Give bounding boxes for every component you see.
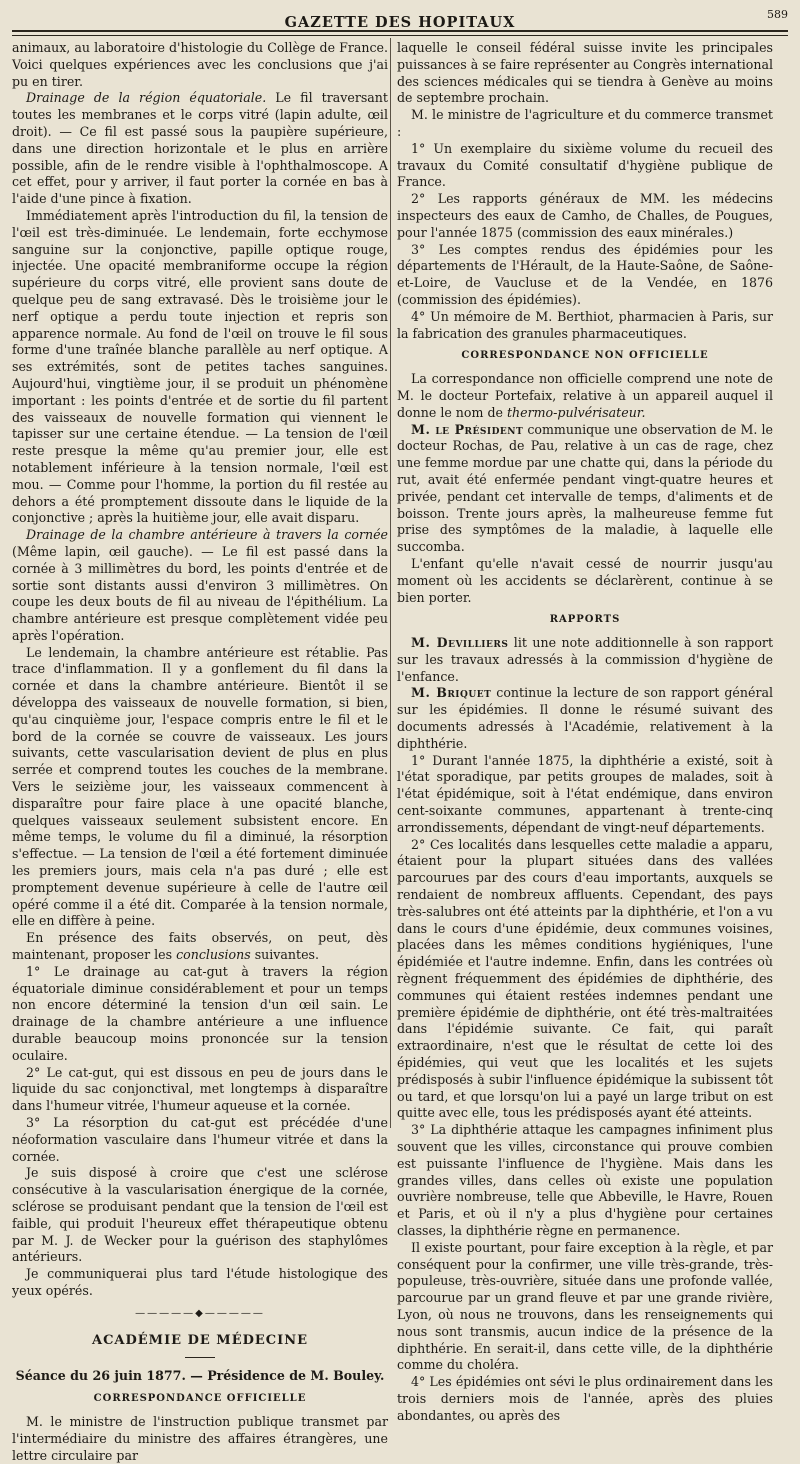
journal-title: GAZETTE DES HOPITAUX [284, 14, 516, 31]
emphasis: thermo-pulvérisateur. [506, 404, 646, 420]
speaker-name: M. Briquet [411, 685, 492, 701]
list-item: 4° Les épidémies ont sévi le plus ordinairement dans les trois derniers mois de l'année, après des pluies abondantes, ou après des [397, 1374, 773, 1423]
paragraph: Je suis disposé à croire que c'est une sclérose consécutive à la vascularisation énergique de la cornée, sclérose se produisant pendant que la tension de l'œil est faible, qui produit l'heureux effet thérapeutique obtenu par M. J. de Wecker pour la guérison des staphylômes antérieurs. [12, 1165, 388, 1265]
ornament-divider: —————◆————— [135, 1307, 265, 1319]
subheading-correspondance-officielle: CORRESPONDANCE OFFICIELLE [93, 1393, 307, 1405]
emphasis: conclusions [176, 947, 251, 963]
section-heading-academie: ACADÉMIE DE MÉDECINE [91, 1332, 308, 1348]
paragraph: M. le ministre de l'instruction publique transmet par l'intermédiaire du ministre des affaires étrangères, une lettre circulaire par [12, 1413, 388, 1463]
list-item: 2° Ces localités dans lesquelles cette maladie a apparu, étaient pour la plupart situées dans des vallées parcourues par des cours d'eau importants, auxquels se rendaient de nombreux affluents. Cependant, des pays très-salubres ont été atteints par la diphthérie, et l'on a vu dans le cours d'une épidémie, deux communes voisines, placées dans les mêmes conditions hygiéniques, l'une épidémiée et l'autre indemne. Enfin, dans les contrées où règnent fréquemment des épidémies de diphthérie, des communes qui étaient restées indemnes pendant une première épidémie de diphthérie, ont été très-maltraitées dans l'épidémie suivante. Ce fait, qui paraît extraordinaire, n'est que le résultat de cette loi des épidémies, qui veut que les localités et les sujets prédisposés à subir l'influence épidémique la subissent tôt ou tard, et que lorsqu'on lui a payé un large tribut on est quitte avec elle, tous les prédisposés ayant été atteints. [397, 836, 773, 1121]
paragraph [12, 527, 388, 645]
speaker-name: M. Devilliers [411, 635, 509, 651]
speaker-name: M. le Président [411, 421, 524, 437]
paragraph: M. le ministre de l'agriculture et du commerce transmet : [397, 107, 773, 139]
subheading-correspondance-non-officielle: CORRESPONDANCE NON OFFICIELLE [461, 350, 709, 362]
header-rule [12, 30, 788, 36]
paragraph-text: lit une note additionnelle à son rapport sur les travaux adressés à la commission d'hygiène de l'enfance. [397, 635, 774, 684]
list-item: 2° Les rapports généraux de MM. les médecins inspecteurs des eaux de Camho, de Challes, de Pougues, pour l'année 1875 (commission des eaux minérales.) [397, 191, 773, 240]
paragraph: Le lendemain, la chambre antérieure est rétablie. Pas trace d'inflammation. Il y a gonflement du fil dans la cornée et dans la chambre antérieure. Bientôt il se développa des vaisseaux de nouvelle formation, si bien, qu'au cinquième jour, l'espace compris entre le fil et le bord de la cornée se couvre de vaisseaux. Les jours suivants, cette vascularisation devient de plus en plus serrée et comprend toutes les couches de la membrane. Vers le seizième jour, les vaisseaux commencent à disparaître pour faire place à une opacité blanche, quelques vaisseaux seulement subsistent encore. En même temps, le volume du fil a diminué, la résorption s'effectue. — La tension de l'œil a été fortement diminuée les premiers jours, mais cela n'a pas duré ; elle est promptement devenue supérieure à celle de l'autre œil opéré comme il a été dit. Comparée à la tension normale, elle en diffère à peine. [12, 644, 388, 929]
subheading-rapports: RAPPORTS [549, 614, 621, 626]
list-item: 3° La diphthérie attaque les campagnes infiniment plus souvent que les villes, circonstance qui prouve combien est puissante l'influence de l'hygiène. Mais dans les grandes villes, dans celles où existe une population ouvrière nombreuse, telle que Abbeville, le Havre, Rouen et Paris, et où il n'y a plus d'hygiène pour certaines classes, la diphthérie règne en permanence. [397, 1122, 773, 1238]
paragraph: Je communiquerai plus tard l'étude histologique des yeux opérés. [12, 1266, 388, 1298]
paragraph-text: Le fil traversant toutes les membranes et le corps vitré (lapin adulte, œil droit). — Ce fil est passé sous la paupière supérieure, dans une direction horizontale et le plus en arrière possible, afin de le rendre visible à l'ophthalmoscope. A cet effet, pour y arriver, il faut porter la cornée en bas à l'aide d'une pince à fixation. [12, 90, 388, 207]
paragraph [397, 685, 773, 752]
list-item: 1° Durant l'année 1875, la diphthérie a existé, soit à l'état sporadique, par petits groupes de malades, soit à l'état épidémique, soit à l'état endémique, dans environ cent-soixante communes, appartenant à trente-cinq arrondissements, dépendant de vingt-neuf départements. [397, 752, 773, 835]
section-label: Drainage de la chambre antérieure à travers la cornée [26, 527, 388, 543]
running-head [12, 8, 788, 30]
list-item: 4° Un mémoire de M. Berthiot, pharmacien à Paris, sur la fabrication des granules pharmaceutiques. [397, 308, 773, 341]
left-column [12, 40, 388, 1463]
paragraph-text: communique une observation de M. le docteur Rochas, de Pau, relative à un cas de rage, chez une femme mordue par une chatte qui, dans la période du rut, avait été enfermée pendant vingt-quatre heures et privée, pendant cet intervalle de temps, d'aliments et de boisson. Trente jours après, la malheureuse femme fut prise des symptômes de la maladie, à laquelle elle succomba. [397, 421, 774, 555]
paragraph [397, 371, 773, 421]
paragraph [397, 422, 773, 556]
right-column [397, 40, 774, 1423]
page-number: 589 [767, 8, 788, 21]
paragraph [397, 635, 773, 685]
short-rule [185, 1357, 215, 1358]
paragraph: L'enfant qu'elle n'avait cessé de nourrir jusqu'au moment où les accidents se déclarèrent, continue à se bien porter. [397, 555, 773, 605]
conclusion-1: 1° Le drainage au cat-gut à travers la région équatoriale diminue considérablement et pour un temps non encore déterminé la tension d'un œil sain. Le drainage de la chambre antérieure a une influence durable beaucoup moins prononcée sur la tension oculaire. [12, 963, 388, 1063]
paragraph-text: continue la lecture de son rapport général sur les épidémies. Il donne le résumé suivant des documents adressés à l'Académie, relativement à la diphthérie. [397, 685, 773, 751]
section-label: Drainage de la région équatoriale. [26, 90, 267, 106]
paragraph: laquelle le conseil fédéral suisse invite les principales puissances à se faire représenter au Congrès international des sciences médicales qui se tiendra à Genève au moins de septembre prochain. [397, 40, 773, 106]
paragraph-text: La correspondance non officielle comprend une note de M. le docteur Portefaix, relative à un appareil auquel il donne le nom de [397, 371, 773, 420]
paragraph-text: suivantes. [250, 947, 320, 963]
paragraph: Il existe pourtant, pour faire exception à la règle, et par conséquent pour la confirmer, une ville très-grande, très-populeuse, très-ouvrière, située dans une profonde vallée, parcourue par un grand fleuve et par une grande rivière, Lyon, où nous ne trouvons, dans les renseignements qui nous sont transmis, aucun indice de la présence de la diphthérie. En serait-il, dans cette ville, de la diphthérie comme du choléra. [397, 1239, 773, 1373]
list-item: 3° Les comptes rendus des épidémies pour les départements de l'Hérault, de la Haute-Saône, de Saône-et-Loire, de Vaucluse et de la Vendée, en 1876 (commission des épidémies). [397, 241, 773, 307]
conclusion-3: 3° La résorption du cat-gut est précédée d'une néoformation vasculaire dans l'humeur vitrée et dans la cornée. [12, 1115, 388, 1164]
paragraph [12, 930, 388, 964]
paragraph-text: (Même lapin, œil gauche). — Le fil est passé dans la cornée à 3 millimètres du bord, les points d'entrée et de sortie sont distants aussi d'environ 3 millimètres. On coupe les deux bouts de fil au niveau de l'épithélium. La chambre antérieure est presque complètement vidée peu après l'opération. [12, 543, 388, 643]
paragraph [12, 90, 388, 208]
seance-line: Séance du 26 juin 1877. — Présidence de M. Bouley. [15, 1368, 385, 1384]
conclusion-2: 2° Le cat-gut, qui est dissous en peu de jours dans le liquide du sac conjonctival, met longtemps à disparaître dans l'humeur vitrée, l'humeur aqueuse et la cornée. [12, 1064, 388, 1114]
list-item: 1° Un exemplaire du sixième volume du recueil des travaux du Comité consultatif d'hygiène publique de France. [397, 140, 773, 190]
column-divider [390, 38, 391, 1128]
paragraph: animaux, au laboratoire d'histologie du Collège de France. Voici quelques expériences avec les conclusions que j'ai pu en tirer. [12, 40, 388, 89]
paragraph-text: En présence des faits observés, on peut, dès maintenant, proposer les [12, 930, 388, 963]
paragraph: Immédiatement après l'introduction du fil, la tension de l'œil est très-diminuée. Le lendemain, forte ecchymose sanguine sur la conjonctive, papille optique rouge, injectée. Une opacité membraniforme occupe la région supérieure du corps vitré, elle provient sans doute de quelque peu de sang extravasé. Dès le troisième jour le nerf optique a perdu toute injection et repris son apparence normale. Au fond de l'œil on trouve le fil sous forme d'une traînée blanche parallèle au nerf optique. A ses extrémités, sont de petites taches sanguines. Aujourd'hui, vingtième jour, il se produit un phénomène important : les points d'entrée et de sortie du fil partent des vaisseaux de nouvelle formation qui viennent le tapisser sur une certaine étendue. — La tension de l'œil reste presque la même qu'au premier jour, elle est notablement inférieure à la tension normale, l'œil est mou. — Comme pour l'homme, la portion du fil restée au dehors a été promptement dissoute dans le liquide de la conjonctive ; après la huitième jour, elle avait disparu. [12, 207, 388, 526]
